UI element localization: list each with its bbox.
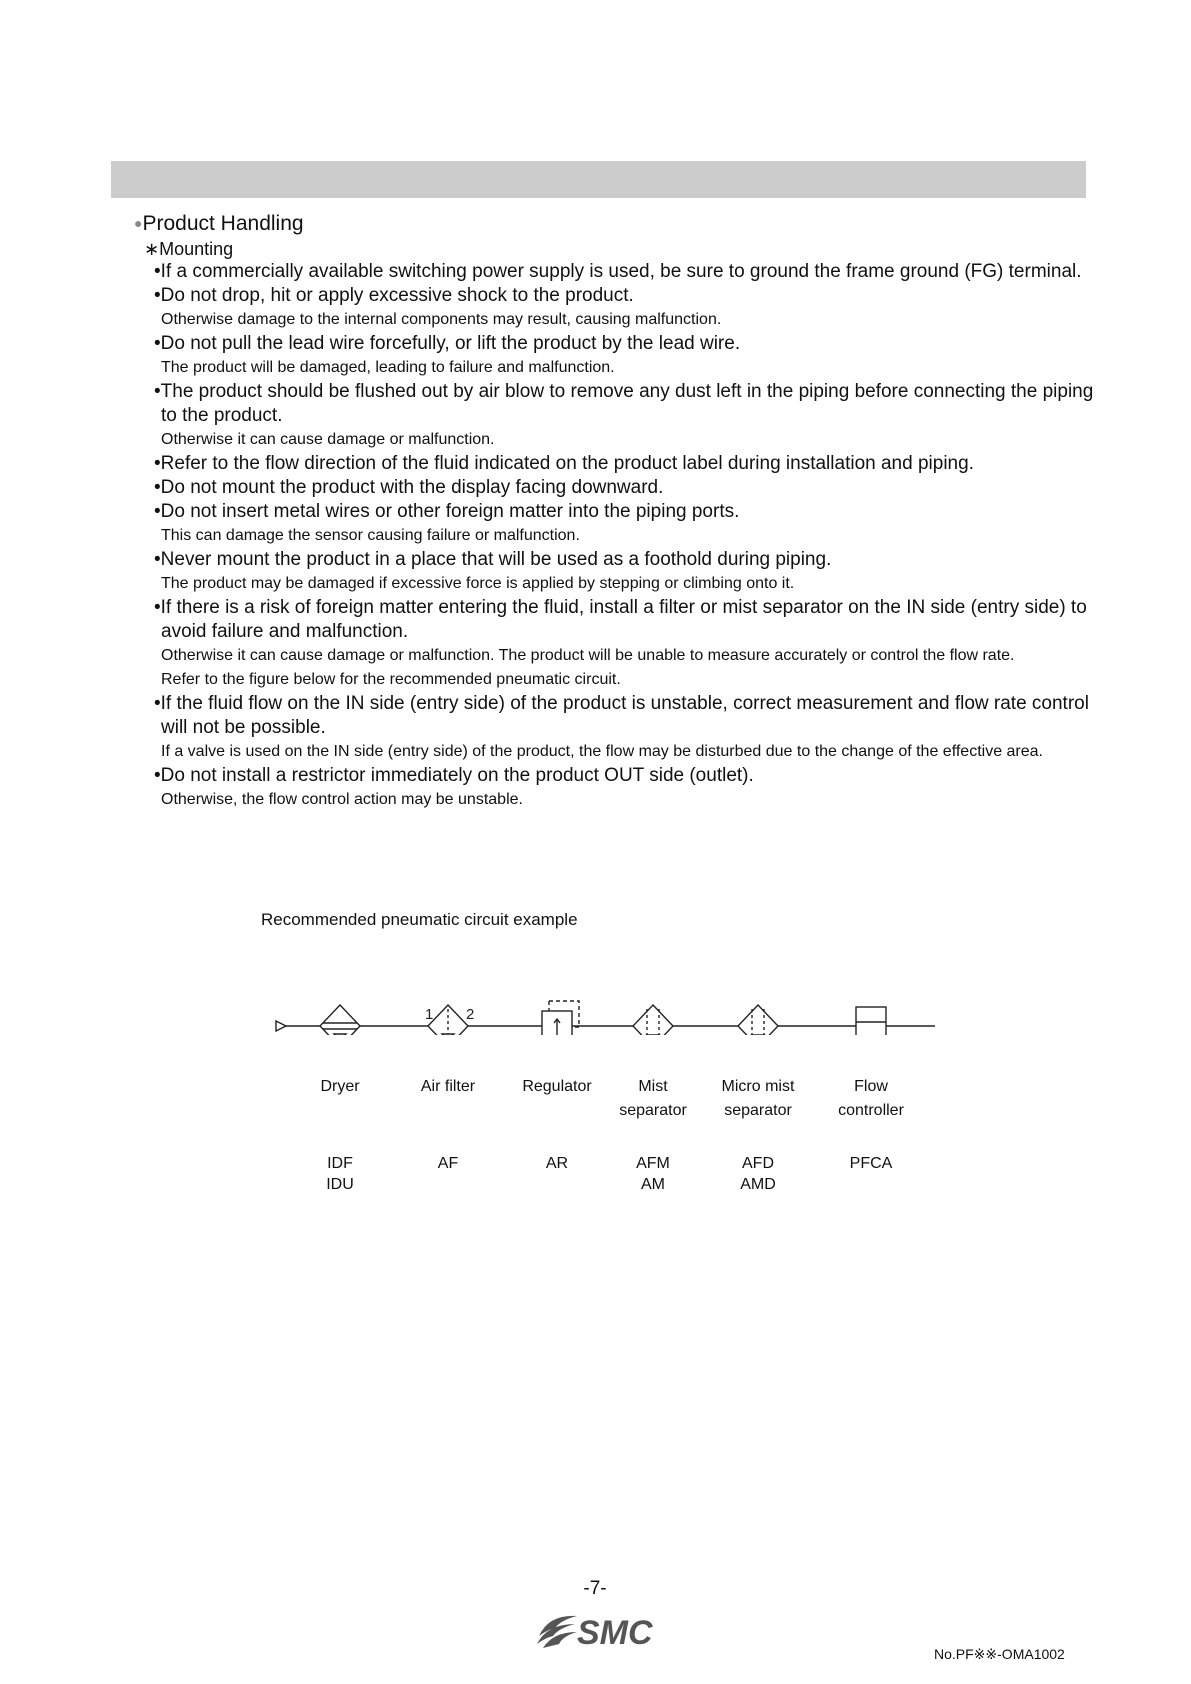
handling-note: Otherwise, the flow control action may be unstable.	[161, 791, 523, 808]
component-models: AF	[437, 1155, 459, 1172]
handling-item: •Never mount the product in a place that will be used as a foothold during piping.	[154, 549, 832, 570]
micro-mist-separator-symbol	[738, 1005, 778, 1035]
smc-logo	[533, 1606, 663, 1655]
component-name: Regulator	[522, 1078, 592, 1095]
handling-item: •Do not drop, hit or apply excessive shock to the product.	[154, 285, 634, 306]
pneumatic-circuit-figure	[270, 905, 960, 1225]
subsection-title-text: Mounting	[159, 239, 234, 259]
handling-item: •If there is a risk of foreign matter entering the fluid, install a filter or mist separator on the IN side (entry side) to avoid failure and malfunction.	[154, 597, 1087, 642]
circuit-diagram	[270, 905, 960, 1035]
handling-item: •The product should be flushed out by air blow to remove any dust left in the piping before connecting the piping to the product.	[154, 381, 1094, 426]
component-name: Dryer	[320, 1078, 360, 1095]
handling-item: •Do not insert metal wires or other foreign matter into the piping ports.	[154, 501, 740, 522]
port-label-1: 1	[425, 1006, 434, 1023]
component-models: AFD AMD	[740, 1155, 776, 1193]
inlet-arrow-icon	[276, 1021, 286, 1031]
section-title	[134, 210, 304, 237]
figure-title: Recommended pneumatic circuit example	[261, 910, 578, 929]
component-name: Air filter	[420, 1078, 476, 1095]
dryer-symbol	[320, 1005, 360, 1035]
handling-note: The product will be damaged, leading to failure and malfunction.	[161, 359, 615, 376]
port-label-2: 2	[466, 1006, 475, 1023]
smc-logo-icon	[533, 1606, 663, 1650]
handling-item: •Do not install a restrictor immediately on the product OUT side (outlet).	[154, 765, 754, 786]
handling-note: Refer to the figure below for the recommended pneumatic circuit.	[161, 671, 621, 688]
component-name: Micro mist separator	[721, 1078, 795, 1119]
filter-symbol	[428, 1005, 468, 1035]
component-models: AR	[545, 1155, 569, 1172]
component-name: Mist separator	[619, 1078, 687, 1119]
handling-item: •Refer to the flow direction of the fluid indicated on the product label during installation and piping.	[154, 453, 974, 474]
header-band	[111, 161, 1086, 198]
component-name: Flow controller	[838, 1078, 904, 1119]
document-number: No.PF※※-OMA1002	[934, 1646, 1065, 1662]
handling-note: This can damage the sensor causing failure or malfunction.	[161, 527, 580, 544]
handling-item: •Do not pull the lead wire forcefully, or lift the product by the lead wire.	[154, 333, 741, 354]
section-title-text: Product Handling	[142, 212, 304, 235]
asterisk-mark: ∗	[144, 239, 160, 259]
component-models: PFCA	[849, 1155, 893, 1172]
handling-note: Otherwise it can cause damage or malfunction. The product will be unable to measure accurately or control the flow rate.	[161, 647, 1015, 664]
handling-note: If a valve is used on the IN side (entry side) of the product, the flow may be disturbed due to the change of the effective area.	[161, 743, 1043, 760]
component-models: AFM AM	[636, 1155, 670, 1193]
smc-logo-text: SMC	[577, 1614, 653, 1650]
handling-list	[154, 260, 1094, 812]
handling-item: •Do not mount the product with the display facing downward.	[154, 477, 664, 498]
handling-note: The product may be damaged if excessive force is applied by stepping or climbing onto it.	[161, 575, 795, 592]
handling-item: •If the fluid flow on the IN side (entry side) of the product is unstable, correct measurement and flow rate control will not be possible.	[154, 693, 1089, 738]
page-number: -7-	[583, 1578, 607, 1599]
handling-item: •If a commercially available switching power supply is used, be sure to ground the frame ground (FG) terminal.	[154, 261, 1082, 282]
bullet-dot-icon: ●	[134, 215, 143, 231]
mist-separator-symbol	[633, 1005, 673, 1035]
handling-note: Otherwise it can cause damage or malfunction.	[161, 431, 495, 448]
regulator-symbol	[542, 1001, 579, 1035]
handling-note: Otherwise damage to the internal components may result, causing malfunction.	[161, 311, 722, 328]
component-models: IDF IDU	[326, 1155, 354, 1193]
subsection-title	[144, 237, 233, 261]
flow-controller-symbol	[856, 1007, 886, 1035]
